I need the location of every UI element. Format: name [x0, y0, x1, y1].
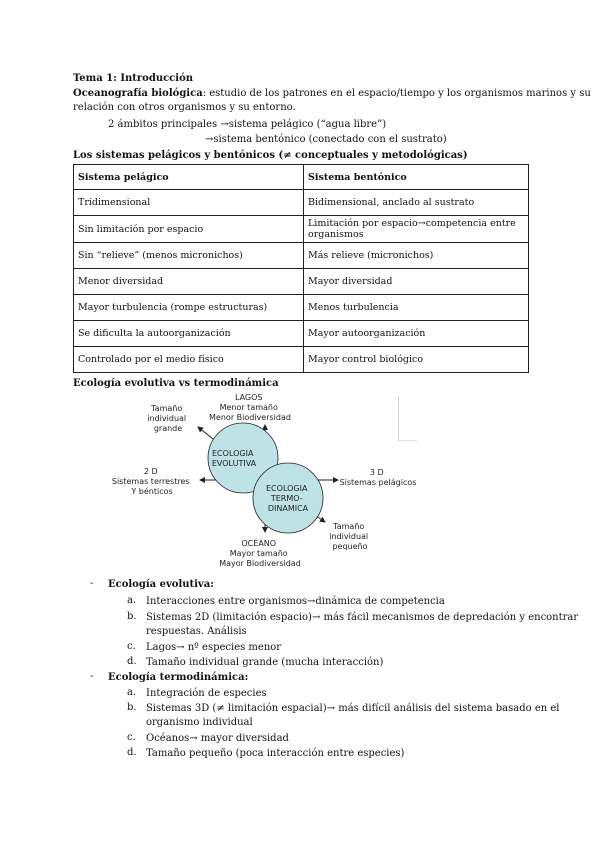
label-right: 3 D Sistemas pelágicos: [339, 468, 417, 487]
table-cell: Limitación por espacio→competencia entre organismos: [304, 216, 529, 243]
list-item: Océanos→ mayor diversidad: [146, 733, 289, 744]
table-row: [74, 321, 529, 347]
list-marker: a.: [127, 595, 137, 606]
table-title: Los sistemas pelágicos y bentónicos (≠ conceptuales y metodológicas): [73, 150, 468, 161]
label-left: 2 D Sistemas terrestres Y bénticos: [111, 467, 190, 496]
table-cell: Menor diversidad: [74, 269, 304, 295]
circle-termodinamica-label: ECOLOGIA TERMO- DINAMICA: [266, 484, 309, 513]
table-cell: Mayor autoorganización: [304, 321, 529, 347]
list-item: Lagos→ nº especies menor: [146, 642, 282, 653]
definition-text-1: : estudio de los patrones en el espacio/tiempo y los organismos marinos y su: [202, 88, 591, 99]
section-title: Ecología termodinámica:: [108, 672, 249, 683]
definition-line-2: relación con otros organismos y su entorno.: [73, 102, 296, 113]
comparison-table: [73, 164, 529, 373]
definition-term: Oceanografía biológica: [73, 88, 203, 99]
table-row: [74, 243, 529, 269]
table-cell: Sin “relieve” (menos micronichos): [74, 243, 304, 269]
list-item: Interacciones entre organismos→dinámica de competencia: [146, 596, 445, 607]
table-header-cell: Sistema bentónico: [304, 165, 529, 190]
bullet-dash: -: [90, 671, 94, 682]
table-row: [74, 190, 529, 216]
table-cell: Sin limitación por espacio: [74, 216, 304, 243]
circle-evolutiva-label: ECOLOGIA EVOLUTIVA: [211, 449, 257, 468]
label-bottom: OCÉANO Mayor tamaño Mayor Biodiversidad: [219, 539, 301, 568]
list-marker: d.: [127, 656, 137, 667]
diagram-title: Ecología evolutiva vs termodinámica: [73, 378, 279, 389]
scan-artifact: [398, 396, 417, 441]
ambitos-line-1: 2 ámbitos principales →sistema pelágico (“agua libre”): [108, 119, 387, 130]
list-item: Tamaño pequeño (poca interacción entre especies): [146, 748, 405, 759]
bullet-dash: -: [90, 578, 94, 589]
table-header-cell: Sistema pelágico: [74, 165, 304, 190]
list-marker: c.: [127, 732, 136, 743]
table-header-row: [74, 165, 529, 190]
table-row: [74, 295, 529, 321]
label-top: LAGOS Menor tamaño Menor Biodiversidad: [209, 393, 291, 422]
section-title: Ecología evolutiva:: [108, 579, 214, 590]
list-item: Sistemas 3D (≠ limitación espacial)→ más difícil análisis del sistema basado en el: [146, 703, 560, 714]
table-cell: Tridimensional: [74, 190, 304, 216]
list-marker: b.: [127, 611, 137, 622]
ambitos-line-2: →sistema bentónico (conectado con el sustrato): [205, 134, 447, 145]
list-marker: d.: [127, 747, 137, 758]
list-item: Sistemas 2D (limitación espacio)→ más fácil mecanismos de depredación y encontrar: [146, 612, 579, 623]
list-marker: a.: [127, 687, 137, 698]
table-cell: Menos turbulencia: [304, 295, 529, 321]
table-cell: Controlado por el medio físico: [74, 347, 304, 373]
definition-line-1: [73, 87, 591, 100]
table-cell: Más relieve (micronichos): [304, 243, 529, 269]
table-row: [74, 216, 529, 243]
table-cell: Mayor diversidad: [304, 269, 529, 295]
list-item: Integración de especies: [146, 688, 267, 699]
label-bottom-right: Tamaño individual pequeño: [329, 522, 369, 551]
table-cell: Se dificulta la autoorganización: [74, 321, 304, 347]
table-row: [74, 347, 529, 373]
list-marker: c.: [127, 641, 136, 652]
list-marker: b.: [127, 702, 137, 713]
list-item: Tamaño individual grande (mucha interacción): [146, 657, 384, 668]
label-top-left: Tamaño individual grande: [147, 404, 187, 433]
table-cell: Mayor control biológico: [304, 347, 529, 373]
table-row: [74, 269, 529, 295]
page-heading: Tema 1: Introducción: [73, 73, 194, 84]
table-cell: Mayor turbulencia (rompe estructuras): [74, 295, 304, 321]
table-cell: Bidimensional, anclado al sustrato: [304, 190, 529, 216]
list-item-continuation: organismo individual: [146, 717, 253, 728]
list-item-continuation: respuestas. Análisis: [146, 626, 247, 637]
